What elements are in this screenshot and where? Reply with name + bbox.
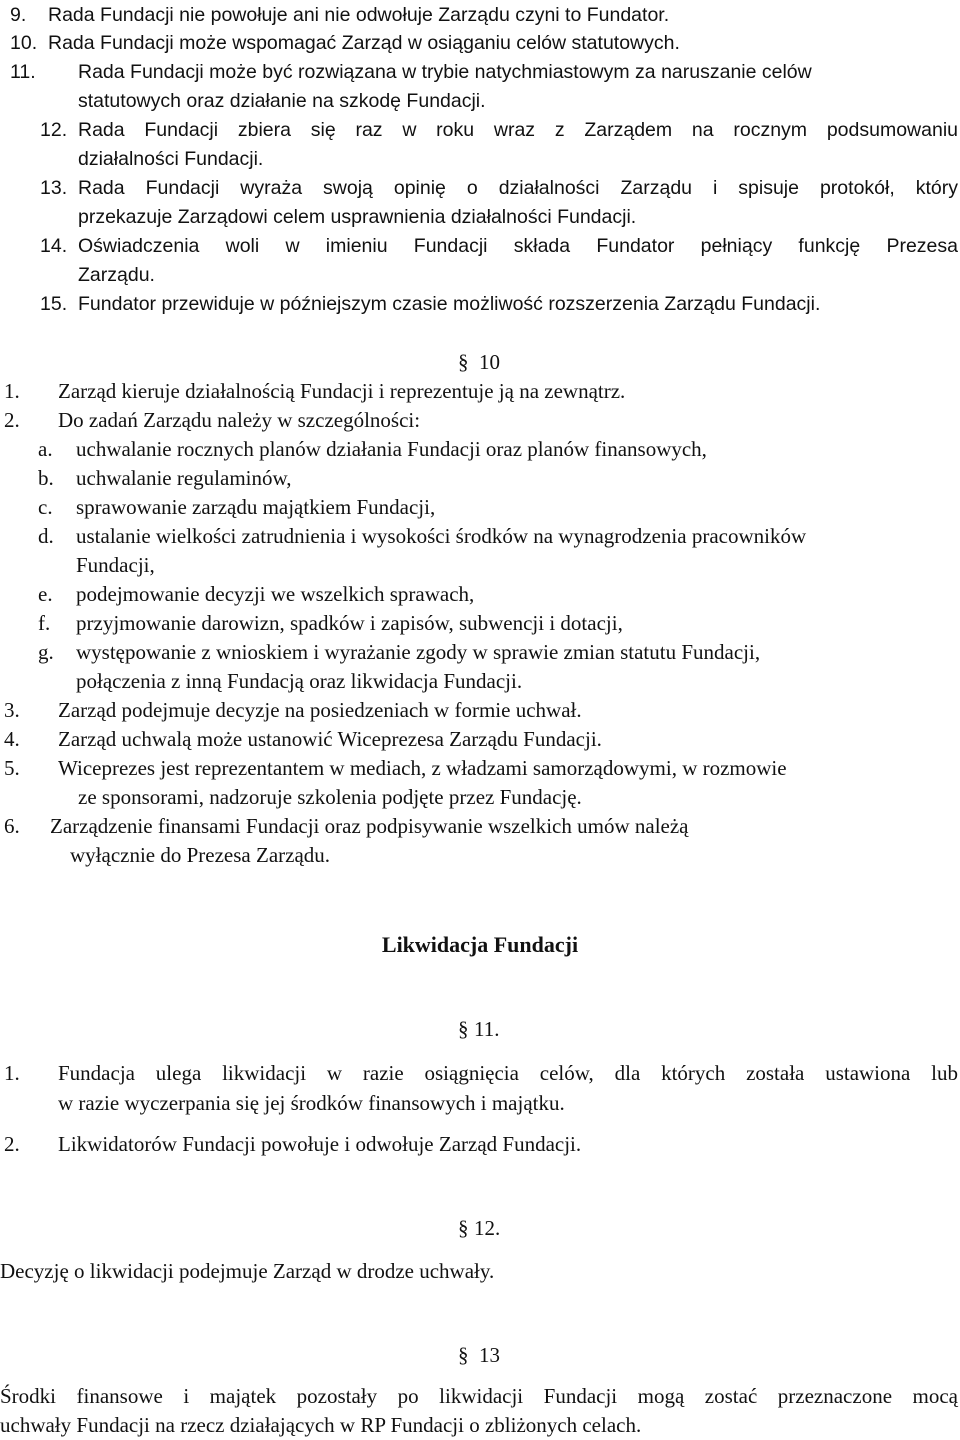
section-number: 13 — [479, 1343, 500, 1367]
section-number: 12. — [474, 1216, 501, 1240]
list-text: Rada Fundacji może być rozwiązana w trybie natychmiastowym za naruszanie celów — [78, 61, 812, 83]
list-text: Zarząd uchwalą może ustanowić Wiceprezesa Zarządu Fundacji. — [58, 727, 602, 751]
list-number: 2. — [4, 1132, 20, 1156]
list-text: Fundacji, — [76, 553, 155, 577]
paragraph-line: uchwały Fundacji na rzecz działających w RP Fundacji o zbliżonych celach. — [0, 1413, 642, 1437]
list-text: Rada Fundacji może wspomagać Zarząd w osiąganiu celów statutowych. — [48, 32, 680, 54]
list-text: podejmowanie decyzji we wszelkich sprawach, — [76, 582, 475, 606]
paragraph-sign: § — [458, 1343, 469, 1367]
list-text: Rada Fundacji wyraża swoją opinię o działalności Zarządu i spisuje protokół, który — [78, 177, 958, 199]
list-letter: c. — [38, 495, 53, 519]
list-number: 15. — [40, 293, 68, 315]
list-text: Zarząd kieruje działalnością Fundacji i reprezentuje ją na zewnątrz. — [58, 379, 626, 403]
list-text: statutowych oraz działanie na szkodę Fundacji. — [78, 90, 486, 112]
list-letter: a. — [38, 437, 53, 461]
list-text: Fundacja ulega likwidacji w razie osiągnięcia celów, dla których została ustawiona lub — [58, 1061, 958, 1085]
list-text: Zarządu. — [78, 264, 155, 286]
paragraph-sign: § — [458, 1216, 469, 1240]
list-text: Fundator przewiduje w późniejszym czasie możliwość rozszerzenia Zarządu Fundacji. — [78, 293, 821, 315]
section-number: 11. — [474, 1017, 500, 1041]
list-letter: b. — [38, 466, 54, 490]
list-text: wyłącznie do Prezesa Zarządu. — [70, 843, 331, 867]
list-text: uchwalanie rocznych planów działania Fundacji oraz planów finansowych, — [76, 437, 707, 461]
list-text: uchwalanie regulaminów, — [76, 466, 292, 490]
list-text: działalności Fundacji. — [78, 148, 264, 170]
list-text: Zarząd podejmuje decyzje na posiedzeniach w formie uchwał. — [58, 698, 582, 722]
section-number: 10 — [479, 350, 500, 374]
paragraph-sign: § — [458, 1017, 469, 1041]
list-number: 12. — [40, 119, 68, 141]
list-text: sprawowanie zarządu majątkiem Fundacji, — [76, 495, 436, 519]
list-number: 6. — [4, 814, 20, 838]
list-text: Rada Fundacji nie powołuje ani nie odwołuje Zarządu czyni to Fundator. — [48, 4, 670, 26]
list-number: 1. — [4, 379, 20, 403]
list-number: 10. — [10, 32, 38, 54]
list-text: Zarządzenie finansami Fundacji oraz podpisywanie wszelkich umów należą — [50, 814, 689, 838]
paragraph-line: Środki finansowe i majątek pozostały po likwidacji Fundacji mogą zostać przeznaczone mocą — [0, 1384, 958, 1408]
list-text: ze sponsorami, nadzoruje szkolenia podjęte przez Fundację. — [78, 785, 582, 809]
list-number: 9. — [10, 4, 27, 26]
list-number: 4. — [4, 727, 20, 751]
list-text: Wiceprezes jest reprezentantem w mediach, z władzami samorządowymi, w rozmowie — [58, 756, 787, 780]
list-number: 3. — [4, 698, 20, 722]
list-number: 11. — [10, 61, 36, 83]
list-text: w razie wyczerpania się jej środków finansowych i majątku. — [58, 1091, 565, 1115]
list-letter: e. — [38, 582, 53, 606]
list-letter: f. — [38, 611, 51, 635]
list-text: przekazuje Zarządowi celem usprawnienia działalności Fundacji. — [78, 206, 637, 228]
list-number: 14. — [40, 235, 68, 257]
list-number: 13. — [40, 177, 68, 199]
list-text: ustalanie wielkości zatrudnienia i wysokości środków na wynagrodzenia pracowników — [76, 524, 807, 548]
list-text: Oświadczenia woli w imieniu Fundacji składa Fundator pełniący funkcję Prezesa — [78, 235, 958, 257]
list-text: Likwidatorów Fundacji powołuje i odwołuje Zarząd Fundacji. — [58, 1132, 582, 1156]
paragraph-line: Decyzję o likwidacji podejmuje Zarząd w drodze uchwały. — [0, 1259, 495, 1283]
list-number: 1. — [4, 1061, 20, 1085]
chapter-heading: Likwidacja Fundacji — [381, 932, 579, 957]
list-text: połączenia z inną Fundacją oraz likwidacja Fundacji. — [76, 669, 523, 693]
list-letter: d. — [38, 524, 54, 548]
list-letter: g. — [38, 640, 54, 664]
list-number: 2. — [4, 408, 20, 432]
list-text: Do zadań Zarządu należy w szczególności: — [58, 408, 421, 432]
list-text: Rada Fundacji zbiera się raz w roku wraz z Zarządem na rocznym podsumowaniu — [78, 119, 958, 141]
list-text: przyjmowanie darowizn, spadków i zapisów, subwencji i dotacji, — [76, 611, 623, 635]
list-text: występowanie z wnioskiem i wyrażanie zgody w sprawie zmian statutu Fundacji, — [76, 640, 761, 664]
paragraph-sign: § — [458, 350, 469, 374]
list-number: 5. — [4, 756, 20, 780]
